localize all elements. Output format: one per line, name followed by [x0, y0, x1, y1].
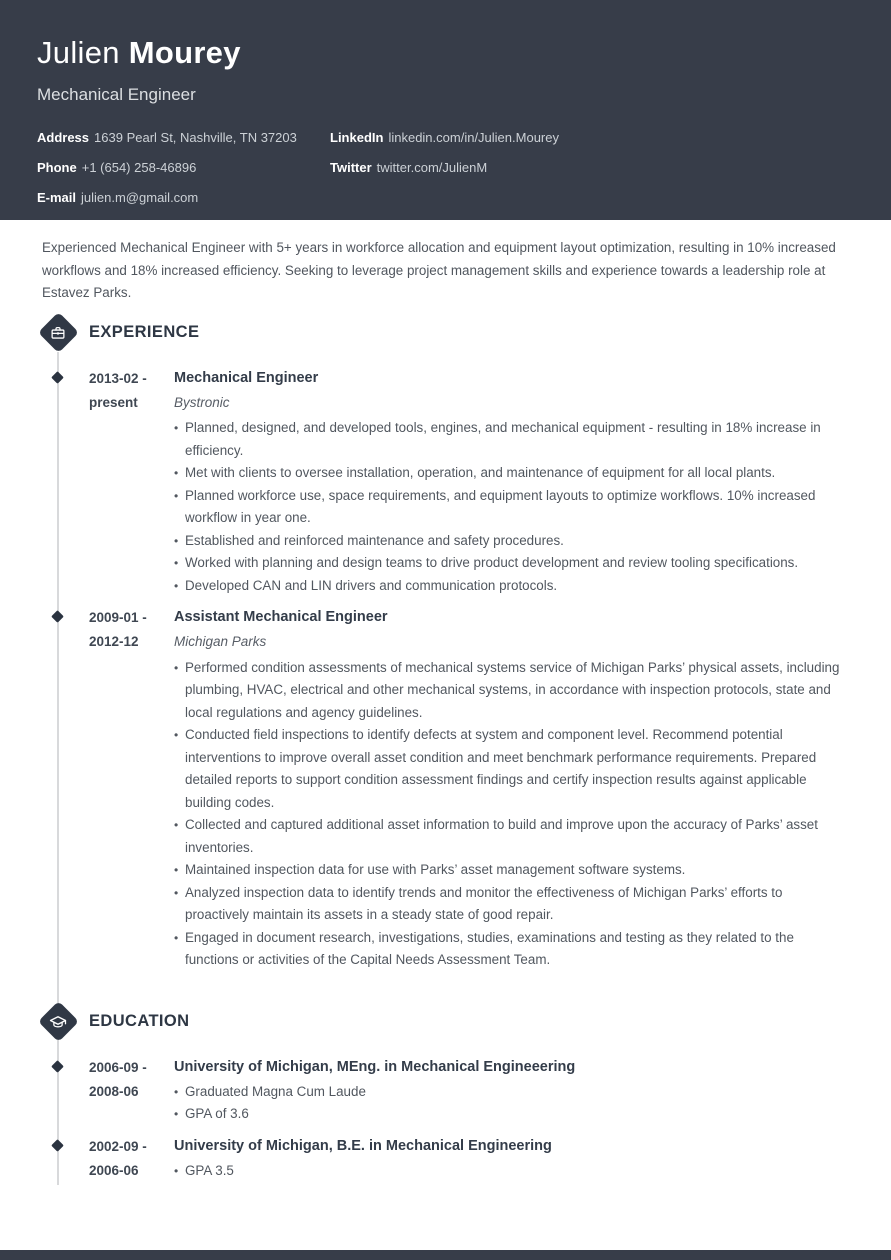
entry-date-end: 2008-06: [89, 1083, 139, 1099]
section-title: EXPERIENCE: [89, 323, 200, 342]
section-entries: [89, 367, 842, 972]
briefcase-icon: [36, 311, 80, 355]
bullet-item: • Graduated Magna Cum Laude: [174, 1081, 842, 1104]
contact-linkedin: [330, 129, 854, 146]
section-heading: [36, 1000, 842, 1044]
contact-phone: [37, 159, 330, 176]
entry-content: [174, 606, 842, 972]
bullet-item: • GPA of 3.6: [174, 1103, 842, 1126]
bullet-item: • Developed CAN and LIN drivers and communication protocols.: [174, 575, 842, 598]
contact-value: linkedin.com/in/Julien.Mourey: [388, 130, 559, 145]
bullet-item: • Met with clients to oversee installation, operation, and maintenance of equipment for all local plants.: [174, 462, 842, 485]
bullet-item: • Planned workforce use, space requirements, and equipment layouts to optimize workflows. 10% increased workflow in year one.: [174, 485, 842, 530]
entry-date-start: 2006-09 -: [89, 1059, 147, 1075]
summary: Experienced Mechanical Engineer with 5+ years in workforce allocation and equipment layout optimization, resulting in 10% increased workflows and 18% increased efficiency. Seeking to leverage project management skills and experience towards a leadership role at Estavez Parks.: [42, 240, 836, 301]
footer-accent-bar: [0, 1250, 891, 1260]
contact-info: [37, 129, 854, 206]
contact-label: Twitter: [330, 160, 372, 175]
bullet-item: • Maintained inspection data for use with Parks’ asset management software systems.: [174, 859, 842, 882]
last-name: Mourey: [128, 35, 241, 70]
entry-dates: [89, 1135, 174, 1183]
entry-content: [174, 367, 842, 598]
resume-body: [0, 237, 891, 1183]
timeline-entry: [89, 367, 842, 598]
bullet-item: • Planned, designed, and developed tools, engines, and mechanical equipment - resulting in 18% increase in efficiency.: [174, 417, 842, 462]
sections: [42, 311, 842, 1183]
entry-date-start: 2009-01 -: [89, 610, 147, 626]
contact-label: E-mail: [37, 190, 77, 205]
first-name: Julien: [37, 35, 120, 70]
contact-value: julien.m@gmail.com: [81, 190, 199, 205]
entry-content: [174, 1135, 842, 1183]
timeline-diamond-marker: [51, 371, 64, 384]
timeline-entry: [89, 606, 842, 972]
timeline-diamond-marker: [51, 1139, 64, 1152]
timeline-entry: [89, 1056, 842, 1126]
section-title: EDUCATION: [89, 1012, 190, 1031]
entry-content: [174, 1056, 842, 1126]
section-experience: [42, 311, 842, 972]
contact-value: +1 (654) 258-46896: [81, 160, 197, 175]
bullet-item: • GPA 3.5: [174, 1160, 842, 1183]
contact-value: twitter.com/JulienM: [376, 160, 488, 175]
bullet-item: • Analyzed inspection data to identify trends and monitor the effectiveness of Michigan Parks’ efforts to proactively maintain its assets in a steady state of good repair.: [174, 882, 842, 927]
contact-label: Address: [37, 130, 90, 145]
contact-label: LinkedIn: [330, 130, 384, 145]
bullet-item: • Established and reinforced maintenance and safety procedures.: [174, 530, 842, 553]
timeline-diamond-marker: [51, 1060, 64, 1073]
entry-title: University of Michigan, B.E. in Mechanical Engineering: [174, 1137, 552, 1154]
entry-bullets: [174, 417, 842, 597]
entry-title: University of Michigan, MEng. in Mechanical Engineeering: [174, 1058, 576, 1075]
contact-value: 1639 Pearl St, Nashville, TN 37203: [94, 130, 297, 145]
timeline-diamond-marker: [51, 610, 64, 623]
entry-date-start: 2002-09 -: [89, 1138, 147, 1154]
entry-bullets: [174, 1160, 842, 1183]
entry-date-start: 2013-02 -: [89, 370, 147, 386]
entry-dates: [89, 606, 174, 972]
contact-address: [37, 129, 330, 146]
job-title: Mechanical Engineer: [37, 85, 196, 104]
bullet-item: • Performed condition assessments of mechanical systems service of Michigan Parks’ physical assets, including plumbing, HVAC, electrical and other mechanical systems, in accordance with inspection protocols, state and local regulations and agency guidelines.: [174, 657, 842, 725]
entry-bullets: [174, 657, 842, 972]
entry-dates: [89, 1056, 174, 1126]
bullet-item: • Conducted field inspections to identify defects at system and component level. Recommend potential interventions to improve overall asset condition and meet benchmark performance requirements. Prepared detailed reports to support condition assessment findings and certify inspection results against applicable building codes.: [174, 724, 842, 814]
entry-dates: [89, 367, 174, 598]
entry-date-end: present: [89, 394, 138, 410]
contact-label: Phone: [37, 160, 77, 175]
person-name: [37, 34, 854, 72]
bullet-item: • Engaged in document research, investigations, studies, examinations and testing as they related to the functions or activities of the Capital Needs Assessment Team.: [174, 927, 842, 972]
graduation-cap-icon: [36, 1000, 80, 1044]
section-education: [42, 1000, 842, 1183]
header: [0, 0, 891, 220]
contact-twitter: [330, 159, 854, 176]
entry-title: Mechanical Engineer: [174, 369, 319, 386]
entry-title: Assistant Mechanical Engineer: [174, 609, 388, 626]
contact-email: [37, 189, 330, 206]
entry-subtitle: Bystronic: [174, 394, 230, 410]
timeline-entry: [89, 1135, 842, 1183]
section-heading: [36, 311, 842, 355]
entry-date-end: 2012-12: [89, 634, 139, 650]
bullet-item: • Collected and captured additional asset information to build and improve upon the accuracy of Parks’ asset inventories.: [174, 814, 842, 859]
entry-date-end: 2006-06: [89, 1162, 139, 1178]
entry-subtitle: Michigan Parks: [174, 634, 267, 650]
entry-bullets: [174, 1081, 842, 1126]
section-entries: [89, 1056, 842, 1183]
bullet-item: • Worked with planning and design teams to drive product development and review tooling specifications.: [174, 552, 842, 575]
